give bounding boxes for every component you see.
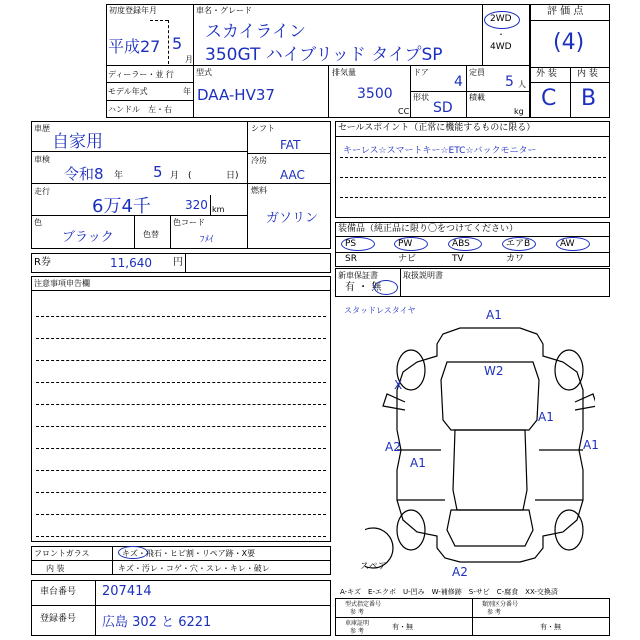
chassis: 207414 (102, 584, 152, 599)
color-code-label: 色コード (173, 218, 205, 227)
equipment-item-2: SR (345, 254, 357, 264)
cc-unit: CC (398, 107, 410, 116)
usage-label: 車歴 (34, 124, 50, 133)
color-code: ﾌﾒｲ (200, 235, 214, 245)
equipment-item: エアB (506, 239, 531, 249)
mileage-label: 走行 (34, 187, 50, 196)
ac-label: 冷房 (251, 156, 267, 165)
damage-mark-hood-w2: W2 (484, 364, 504, 378)
price-label: R券 (34, 257, 51, 268)
equipment-item: PS (345, 239, 357, 249)
interior-cond-label: 内 装 (46, 564, 65, 573)
damage-mark-right-a1: A1 (583, 438, 599, 452)
notes-line (36, 360, 326, 361)
car-grade: 350GT ハイブリッド タイプSP (205, 45, 443, 65)
windshield: キズ・飛石・ヒビ割・リペア跡・X要 (122, 549, 256, 558)
model-year-label: モデル年式 (108, 87, 148, 96)
first-registration-label: 初度登録年月 (109, 6, 157, 15)
color-label: 色 (34, 218, 42, 227)
usage: 自家用 (52, 132, 103, 152)
mileage-sub: 320 (185, 198, 208, 212)
inspection-day-unit: 日) (226, 171, 239, 181)
capacity-label: 定員 (469, 68, 485, 77)
color-swap-label: 色替 (143, 230, 159, 239)
plate: 広島 302 と 6221 (102, 615, 212, 630)
damage-legend: A-キズ E-エクボ U-凹み W-補修跡 S-サビ C-腐食 XX-交換済 (340, 588, 558, 596)
notes-line (36, 316, 326, 317)
exterior-label: 外 装 (536, 69, 557, 79)
load-unit: kg (514, 107, 524, 116)
load-label: 積載 (469, 93, 485, 102)
notes-label: 注意事項申告欄 (34, 279, 90, 288)
notes-line (36, 338, 326, 339)
capacity-unit: 人 (518, 80, 526, 89)
notes-line (36, 492, 326, 493)
equipment-item-2: カワ (506, 254, 525, 264)
equipment-item: ABS (452, 239, 470, 249)
equipment-item-2: ナビ (398, 254, 417, 264)
inspection-era: 令和8 (64, 165, 104, 183)
car-name-label: 車名・グレード (196, 6, 252, 15)
notes-line (36, 448, 326, 449)
notes-line (36, 426, 326, 427)
damage-mark-left-mirror-x: X (394, 378, 403, 392)
windshield-label: フロントガラス (34, 549, 90, 558)
displacement: 3500 (357, 86, 393, 102)
notes-line (36, 382, 326, 383)
spare-label: スペア (360, 562, 388, 572)
inspection-month-unit: 月 (170, 171, 180, 181)
km-unit: km (212, 205, 225, 214)
model-type: DAA-HV37 (197, 86, 275, 104)
displacement-label: 排気量 (332, 68, 356, 77)
shape: SD (433, 100, 453, 116)
chassis-label: 車台番号 (40, 587, 77, 597)
windshield-circle (118, 546, 148, 559)
handle-label: ハンドル 左・右 (108, 105, 172, 114)
model-year-unit: 年 (183, 87, 191, 96)
sales-point-label: セールスポイント（正常に機能するものに限る） (338, 123, 536, 133)
exterior-grade: C (541, 86, 557, 111)
plate-label: 登録番号 (40, 614, 77, 624)
dealer-label: ディーラー・並 行 (108, 70, 174, 79)
drive-4wd: 4WD (490, 42, 512, 52)
damage-mark-rear-a2: A2 (452, 565, 468, 579)
ref-type-label: 型式指定番号 (345, 601, 382, 608)
grade-eval-label: 評 価 点 (547, 6, 584, 17)
drive-2wd: 2WD (490, 14, 512, 24)
equipment-label: 装備品（純正品に限り〇をつけてください） (338, 224, 519, 234)
doors: 4 (454, 74, 463, 90)
inspection-day-paren: ( (188, 171, 192, 181)
equipment-item: AW (560, 239, 575, 249)
notes-line (36, 514, 326, 515)
month-unit: 月 (185, 55, 193, 64)
fuel-label: 燃料 (251, 186, 267, 195)
manual-label: 取扱説明書 (403, 271, 443, 280)
notes-line (36, 536, 326, 537)
grade-eval: (4) (553, 30, 585, 55)
first-registration-month: 5 (172, 34, 183, 53)
shift: FAT (280, 138, 301, 152)
inspection-month: 5 (153, 163, 163, 181)
warranty: 有 ・ 無 (345, 282, 382, 293)
damage-mark-left-door-a1: A1 (410, 456, 426, 470)
inspection-label: 車検 (34, 155, 50, 164)
damage-mark-left-a2: A2 (385, 440, 401, 454)
fuel: ガソリン (266, 211, 319, 226)
ref-garage-sub: 参 考 (350, 628, 364, 635)
inspection-year-unit: 年 (114, 171, 124, 181)
ref-garage-label: 車庫証明 (345, 620, 370, 627)
sales-point: キーレス☆スマートキー☆ETC☆バックモニター (343, 146, 537, 156)
first-registration-year: 平成27 (108, 37, 161, 56)
equipment-item: PW (398, 239, 413, 249)
warranty-no-circle (374, 280, 398, 295)
price-unit: 円 (173, 257, 183, 268)
interior-cond: キズ・汚レ・コゲ・穴・スレ・キレ・破レ (118, 564, 270, 573)
equipment-item-2: TV (452, 254, 464, 264)
damage-mark-right-front-a1: A1 (538, 410, 554, 424)
warranty-label: 新車保証書 (338, 271, 378, 280)
ac: AAC (280, 168, 305, 182)
interior-grade: B (581, 86, 597, 111)
ref-type-sub: 参 考 (350, 609, 364, 616)
car-name: スカイライン (205, 22, 306, 42)
mileage: 6万4千 (92, 196, 151, 217)
notes-line (36, 404, 326, 405)
notes-line (36, 470, 326, 471)
studless-note: スタッドレスタイヤ (344, 306, 416, 315)
damage-mark-front-a1: A1 (486, 308, 502, 322)
ref-garage2-yes: 有・無 (540, 623, 561, 631)
shift-label: シフト (251, 124, 275, 133)
color: ブラック (62, 230, 114, 245)
shape-label: 形状 (413, 93, 429, 102)
doors-label: ドア (413, 68, 429, 77)
interior-label: 内 装 (577, 69, 598, 79)
ref-garage-yes: 有・無 (392, 623, 413, 631)
capacity: 5 (505, 74, 514, 90)
price: 11,640 (110, 256, 152, 270)
drive-dot: ・ (497, 30, 505, 39)
type-label: 型式 (196, 68, 212, 77)
ref-class-label: 類別区分番号 (482, 601, 519, 608)
ref-class-sub: 参 考 (487, 609, 501, 616)
